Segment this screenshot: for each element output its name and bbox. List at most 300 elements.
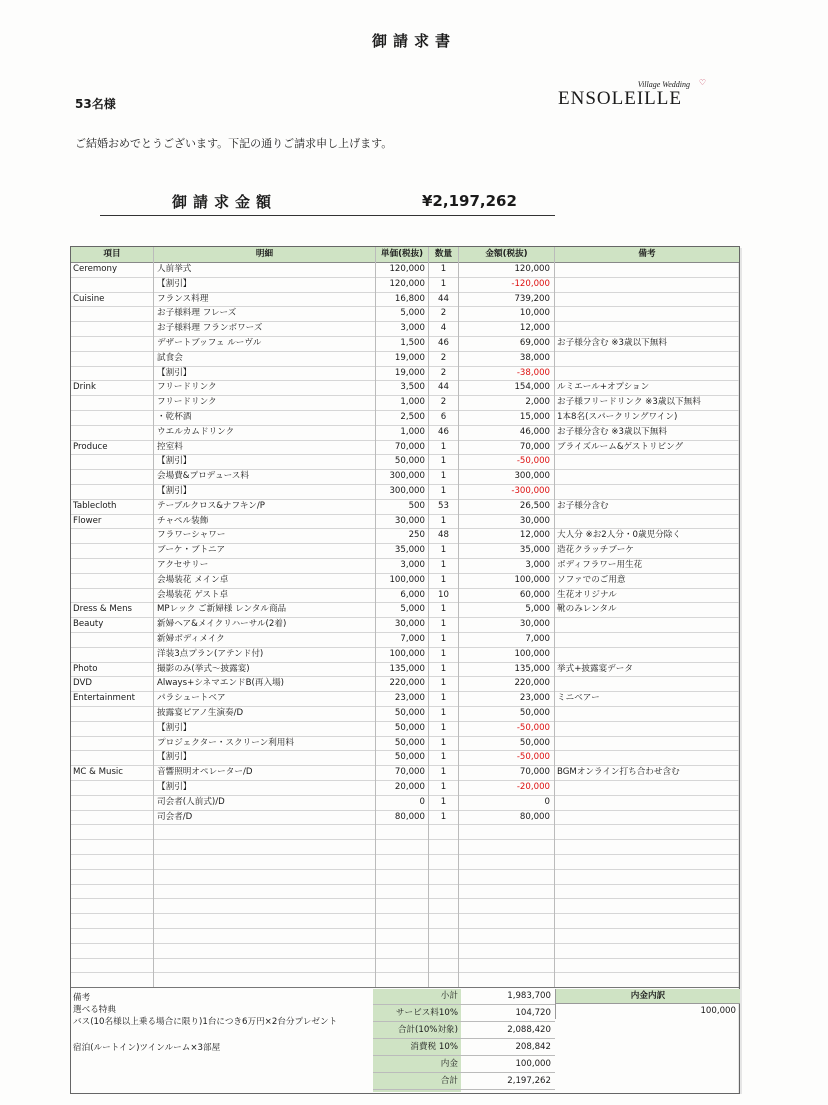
cell-qty: 1 (429, 810, 459, 825)
note-line: バス(10名様以上乗る場合に限り)1台につき6万円×2台分プレゼント (73, 1017, 338, 1027)
table-row (71, 691, 739, 707)
table-row (71, 440, 739, 456)
note-line: 宿泊(ルートイン)ツインルーム×3部屋 (73, 1043, 221, 1053)
table-row (71, 602, 739, 618)
cell-amount: -38,000 (459, 366, 555, 381)
cell-category (71, 913, 154, 928)
table-header (71, 247, 739, 263)
summary-value: 1,983,700 (507, 991, 551, 1001)
cell-qty (429, 839, 459, 854)
notes-title: 備考 (73, 993, 91, 1003)
cell-category (71, 336, 154, 351)
header-item: 明細 (154, 247, 376, 262)
cell-item: 人前挙式 (154, 262, 376, 277)
cell-qty: 1 (429, 647, 459, 662)
table-row (71, 795, 739, 811)
cell-price: 50,000 (376, 454, 429, 469)
greeting-text: ご結婚おめでとうございます。下記の通りご請求申し上げます。 (75, 137, 393, 150)
cell-price (376, 943, 429, 958)
cell-item: 会場装花 メイン卓 (154, 573, 376, 588)
cell-price (376, 824, 429, 839)
cell-item: 【割引】 (154, 454, 376, 469)
cell-qty: 1 (429, 706, 459, 721)
summary-value: 208,842 (515, 1042, 551, 1052)
cell-qty: 1 (429, 765, 459, 780)
cell-item: 【割引】 (154, 721, 376, 736)
venue-logo (556, 78, 708, 112)
cell-category: Drink (71, 380, 154, 395)
cell-price (376, 928, 429, 943)
summary-row (373, 1074, 555, 1090)
cell-remark: ブライズルーム&ゲストリビング (557, 441, 684, 452)
cell-amount (459, 854, 555, 869)
cell-amount: 154,000 (459, 380, 555, 395)
cell-price: 50,000 (376, 750, 429, 765)
cell-remark: 靴のみレンタル (557, 604, 617, 615)
cell-remark (555, 469, 739, 484)
cell-qty: 1 (429, 691, 459, 706)
cell-amount: 739,200 (459, 292, 555, 307)
cell-price: 80,000 (376, 810, 429, 825)
cell-remark (555, 454, 739, 469)
summary-label: 消費税 10% (410, 1042, 458, 1052)
total-amount: ¥2,197,262 (422, 192, 517, 210)
cell-category (71, 647, 154, 662)
cell-remark: お子様フリードリンク ※3歳以下無料 (557, 397, 701, 408)
cell-item: ブーケ・ブトニア (154, 543, 376, 558)
header-category: 項目 (71, 247, 154, 262)
table-row (71, 380, 739, 396)
table-row (71, 395, 739, 411)
cell-amount: 10,000 (459, 306, 555, 321)
table-row (71, 469, 739, 485)
table-row (71, 750, 739, 766)
cell-amount: 3,000 (459, 558, 555, 573)
cell-qty: 53 (429, 499, 459, 514)
cell-amount: -50,000 (459, 750, 555, 765)
cell-category: Beauty (71, 617, 154, 632)
heart-icon: ♡ (698, 78, 706, 87)
cell-item: ・乾杯酒 (154, 410, 376, 425)
cell-remark (555, 898, 739, 913)
cell-amount: 70,000 (459, 440, 555, 455)
cell-remark (555, 721, 739, 736)
cell-remark (555, 869, 739, 884)
cell-category (71, 573, 154, 588)
summary-row (373, 1006, 555, 1022)
cell-item: 【割引】 (154, 780, 376, 795)
cell-remark (555, 647, 739, 662)
cell-qty: 2 (429, 366, 459, 381)
cell-qty (429, 913, 459, 928)
cell-item: 【割引】 (154, 366, 376, 381)
summary-label: 内金 (440, 1059, 458, 1069)
cell-amount (459, 824, 555, 839)
deposit-title: 内金内訳 (556, 989, 740, 1004)
table-row (71, 632, 739, 648)
cell-category (71, 810, 154, 825)
cell-remark (555, 750, 739, 765)
cell-item: お子様料理 フランボワーズ (154, 321, 376, 336)
cell-qty: 1 (429, 676, 459, 691)
cell-amount: 15,000 (459, 410, 555, 425)
cell-amount: 0 (459, 795, 555, 810)
cell-price: 50,000 (376, 721, 429, 736)
cell-category (71, 410, 154, 425)
cell-amount: 135,000 (459, 662, 555, 677)
document-title: 御請求書 (371, 32, 456, 50)
cell-remark (555, 972, 739, 987)
cell-qty: 10 (429, 588, 459, 603)
cell-amount: -300,000 (459, 484, 555, 499)
table-row (71, 573, 739, 589)
cell-item: 司会者/D (154, 810, 376, 825)
cell-item: 試食会 (154, 351, 376, 366)
cell-remark (555, 928, 739, 943)
cell-price: 3,500 (376, 380, 429, 395)
cell-remark: お子様分含む (557, 500, 609, 511)
table-row (71, 958, 739, 974)
cell-item: プロジェクター・スクリーン利用料 (154, 736, 376, 751)
cell-price: 220,000 (376, 676, 429, 691)
cell-amount (459, 869, 555, 884)
cell-item: 撮影のみ(挙式〜披露宴) (154, 662, 376, 677)
cell-remark (555, 321, 739, 336)
cell-qty: 1 (429, 573, 459, 588)
cell-amount: -120,000 (459, 277, 555, 292)
table-row (71, 306, 739, 322)
cell-amount: 100,000 (459, 573, 555, 588)
cell-price: 16,800 (376, 292, 429, 307)
cell-remark (555, 736, 739, 751)
cell-category (71, 780, 154, 795)
table-row (71, 336, 739, 352)
cell-price: 6,000 (376, 588, 429, 603)
table-row (71, 676, 739, 692)
cell-item: お子様料理 フレーズ (154, 306, 376, 321)
table-row (71, 454, 739, 470)
cell-price: 23,000 (376, 691, 429, 706)
cell-price: 0 (376, 795, 429, 810)
cell-amount: -50,000 (459, 721, 555, 736)
header-remark: 備考 (638, 249, 656, 259)
cell-amount: 50,000 (459, 706, 555, 721)
cell-remark (555, 854, 739, 869)
cell-remark: お子様分含む ※3歳以下無料 (557, 338, 667, 348)
cell-amount: 80,000 (459, 810, 555, 825)
cell-qty (429, 869, 459, 884)
cell-price: 2,500 (376, 410, 429, 425)
summary-value: 2,197,262 (507, 1076, 551, 1086)
cell-qty (429, 824, 459, 839)
cell-category (71, 425, 154, 440)
cell-qty: 2 (429, 351, 459, 366)
cell-category (71, 366, 154, 381)
cell-remark: BGMオンライン打ち合わせ含む (557, 767, 680, 778)
cell-item: フラワーシャワー (154, 528, 376, 543)
cell-category: DVD (71, 676, 154, 691)
header-qty: 数量 (429, 247, 459, 262)
cell-qty: 46 (429, 425, 459, 440)
summary-row (373, 1057, 555, 1073)
cell-category (71, 736, 154, 751)
summary-value: 2,088,420 (507, 1025, 551, 1035)
cell-remark: 生花オリジナル (557, 589, 617, 600)
invoice-sheet (70, 246, 740, 1094)
cell-qty: 44 (429, 380, 459, 395)
cell-remark: 1本8名(スパークリングワイン) (557, 412, 678, 422)
cell-price: 35,000 (376, 543, 429, 558)
cell-qty (429, 854, 459, 869)
cell-category (71, 928, 154, 943)
table-row (71, 839, 739, 855)
cell-category (71, 795, 154, 810)
cell-qty: 1 (429, 454, 459, 469)
table-row (71, 277, 739, 293)
cell-amount (459, 928, 555, 943)
cell-remark (555, 514, 739, 529)
cell-price: 135,000 (376, 662, 429, 677)
cell-qty: 1 (429, 632, 459, 647)
table-row (71, 351, 739, 367)
cell-category (71, 706, 154, 721)
cell-remark (555, 913, 739, 928)
cell-price: 3,000 (376, 558, 429, 573)
cell-qty: 48 (429, 528, 459, 543)
cell-remark: ルミエール+オプション (557, 382, 650, 393)
cell-amount: -50,000 (459, 454, 555, 469)
table-row (71, 484, 739, 500)
note-line: 選べる特典 (73, 1005, 116, 1015)
table-row (71, 721, 739, 737)
table-row (71, 898, 739, 914)
cell-qty: 44 (429, 292, 459, 307)
table-row (71, 869, 739, 885)
cell-qty: 1 (429, 469, 459, 484)
cell-price: 19,000 (376, 351, 429, 366)
cell-item (154, 854, 376, 869)
cell-category (71, 854, 154, 869)
table-row (71, 410, 739, 426)
cell-price: 1,500 (376, 336, 429, 351)
table-row (71, 706, 739, 722)
header-amount: 金額(税抜) (459, 247, 555, 262)
summary-value: 104,720 (515, 1008, 551, 1018)
cell-price: 5,000 (376, 306, 429, 321)
table-row (71, 854, 739, 870)
table-row (71, 662, 739, 678)
cell-item: 【割引】 (154, 750, 376, 765)
logo-subtitle: Village Wedding (637, 80, 690, 89)
cell-remark (555, 780, 739, 795)
cell-qty: 46 (429, 336, 459, 351)
table-row (71, 810, 739, 826)
cell-category (71, 395, 154, 410)
cell-amount (459, 913, 555, 928)
cell-category: Ceremony (71, 262, 154, 277)
table-row (71, 972, 739, 988)
cell-price: 50,000 (376, 706, 429, 721)
cell-item: MPレック ご新婦様 レンタル商品 (154, 602, 376, 617)
cell-category: Flower (71, 514, 154, 529)
guest-count: 53名様 (75, 97, 116, 111)
cell-qty: 1 (429, 780, 459, 795)
table-row (71, 928, 739, 944)
cell-category: Cuisine (71, 292, 154, 307)
cell-price: 120,000 (376, 277, 429, 292)
cell-item: デザートブッフェ ルーヴル (154, 336, 376, 351)
logo-name: ENSOLEILLE (558, 88, 682, 109)
cell-item (154, 824, 376, 839)
cell-item: 【割引】 (154, 484, 376, 499)
cell-price: 3,000 (376, 321, 429, 336)
cell-amount (459, 884, 555, 899)
cell-price (376, 972, 429, 987)
cell-qty: 1 (429, 736, 459, 751)
cell-qty (429, 898, 459, 913)
cell-remark (555, 632, 739, 647)
cell-item: 洋装3点プラン(アテンド付) (154, 647, 376, 662)
cell-price: 50,000 (376, 736, 429, 751)
cell-amount: 50,000 (459, 736, 555, 751)
cell-amount (459, 839, 555, 854)
cell-qty: 6 (429, 410, 459, 425)
cell-amount: 100,000 (459, 647, 555, 662)
cell-qty: 1 (429, 662, 459, 677)
cell-qty (429, 972, 459, 987)
cell-amount: 69,000 (459, 336, 555, 351)
cell-amount: 23,000 (459, 691, 555, 706)
cell-amount: 70,000 (459, 765, 555, 780)
cell-price (376, 854, 429, 869)
cell-price: 70,000 (376, 765, 429, 780)
cell-price: 30,000 (376, 617, 429, 632)
table-row (71, 558, 739, 574)
cell-qty (429, 943, 459, 958)
table-row (71, 943, 739, 959)
cell-price: 300,000 (376, 484, 429, 499)
cell-remark (555, 262, 739, 277)
cell-qty: 4 (429, 321, 459, 336)
cell-item: 会場費&プロデュース料 (154, 469, 376, 484)
cell-category (71, 750, 154, 765)
cell-price (376, 913, 429, 928)
cell-price (376, 958, 429, 973)
cell-qty: 1 (429, 795, 459, 810)
cell-amount: 2,000 (459, 395, 555, 410)
cell-remark: 挙式+披露宴データ (557, 663, 633, 674)
table-row (71, 262, 739, 278)
cell-category (71, 588, 154, 603)
cell-qty: 1 (429, 602, 459, 617)
table-row (71, 321, 739, 337)
cell-amount (459, 898, 555, 913)
cell-remark (555, 484, 739, 499)
cell-category: Tablecloth (71, 499, 154, 514)
summary-row (373, 989, 555, 1005)
cell-category (71, 869, 154, 884)
cell-category (71, 943, 154, 958)
cell-price: 1,000 (376, 395, 429, 410)
cell-category (71, 469, 154, 484)
cell-amount: 46,000 (459, 425, 555, 440)
cell-amount: 7,000 (459, 632, 555, 647)
cell-amount (459, 972, 555, 987)
cell-amount (459, 943, 555, 958)
cell-remark (555, 306, 739, 321)
cell-amount: 12,000 (459, 321, 555, 336)
cell-category (71, 528, 154, 543)
cell-qty: 2 (429, 306, 459, 321)
cell-amount: 5,000 (459, 602, 555, 617)
cell-qty: 1 (429, 617, 459, 632)
table-row (71, 647, 739, 663)
cell-price: 300,000 (376, 469, 429, 484)
cell-amount: 26,500 (459, 499, 555, 514)
cell-amount: 30,000 (459, 617, 555, 632)
cell-item: チャペル装飾 (154, 514, 376, 529)
table-row (71, 780, 739, 796)
header-price: 単価(税抜) (376, 247, 429, 262)
cell-category (71, 454, 154, 469)
cell-category (71, 321, 154, 336)
cell-price: 7,000 (376, 632, 429, 647)
cell-item: 新婦ヘア&メイクリハーサル(2着) (154, 617, 376, 632)
table-row (71, 514, 739, 530)
cell-item (154, 943, 376, 958)
cell-amount: 30,000 (459, 514, 555, 529)
cell-qty: 1 (429, 484, 459, 499)
cell-remark (555, 810, 739, 825)
cell-category (71, 972, 154, 987)
cell-item (154, 913, 376, 928)
cell-category (71, 632, 154, 647)
cell-item (154, 928, 376, 943)
cell-item: 控室料 (154, 440, 376, 455)
cell-item: 音響照明オペレーター/D (154, 765, 376, 780)
cell-price: 250 (376, 528, 429, 543)
cell-price: 70,000 (376, 440, 429, 455)
cell-item: 【割引】 (154, 277, 376, 292)
cell-price: 120,000 (376, 262, 429, 277)
cell-item: フリードリンク (154, 395, 376, 410)
cell-qty (429, 958, 459, 973)
cell-remark (555, 351, 739, 366)
cell-item: 司会者(人前式)/D (154, 795, 376, 810)
cell-amount: 60,000 (459, 588, 555, 603)
cell-item: フリードリンク (154, 380, 376, 395)
cell-remark (555, 617, 739, 632)
table-row (71, 824, 739, 840)
cell-item: アクセサリー (154, 558, 376, 573)
cell-remark (555, 824, 739, 839)
cell-category: Photo (71, 662, 154, 677)
cell-price: 19,000 (376, 366, 429, 381)
cell-category (71, 558, 154, 573)
cell-item (154, 958, 376, 973)
cell-price (376, 869, 429, 884)
summary-row (373, 1040, 555, 1056)
table-row (71, 528, 739, 544)
table-row (71, 765, 739, 781)
cell-qty: 1 (429, 262, 459, 277)
cell-item (154, 972, 376, 987)
cell-item: 会場装花 ゲスト卓 (154, 588, 376, 603)
cell-item: 新婦ボディメイク (154, 632, 376, 647)
cell-item (154, 869, 376, 884)
total-underline (100, 215, 555, 216)
table-row (71, 366, 739, 382)
